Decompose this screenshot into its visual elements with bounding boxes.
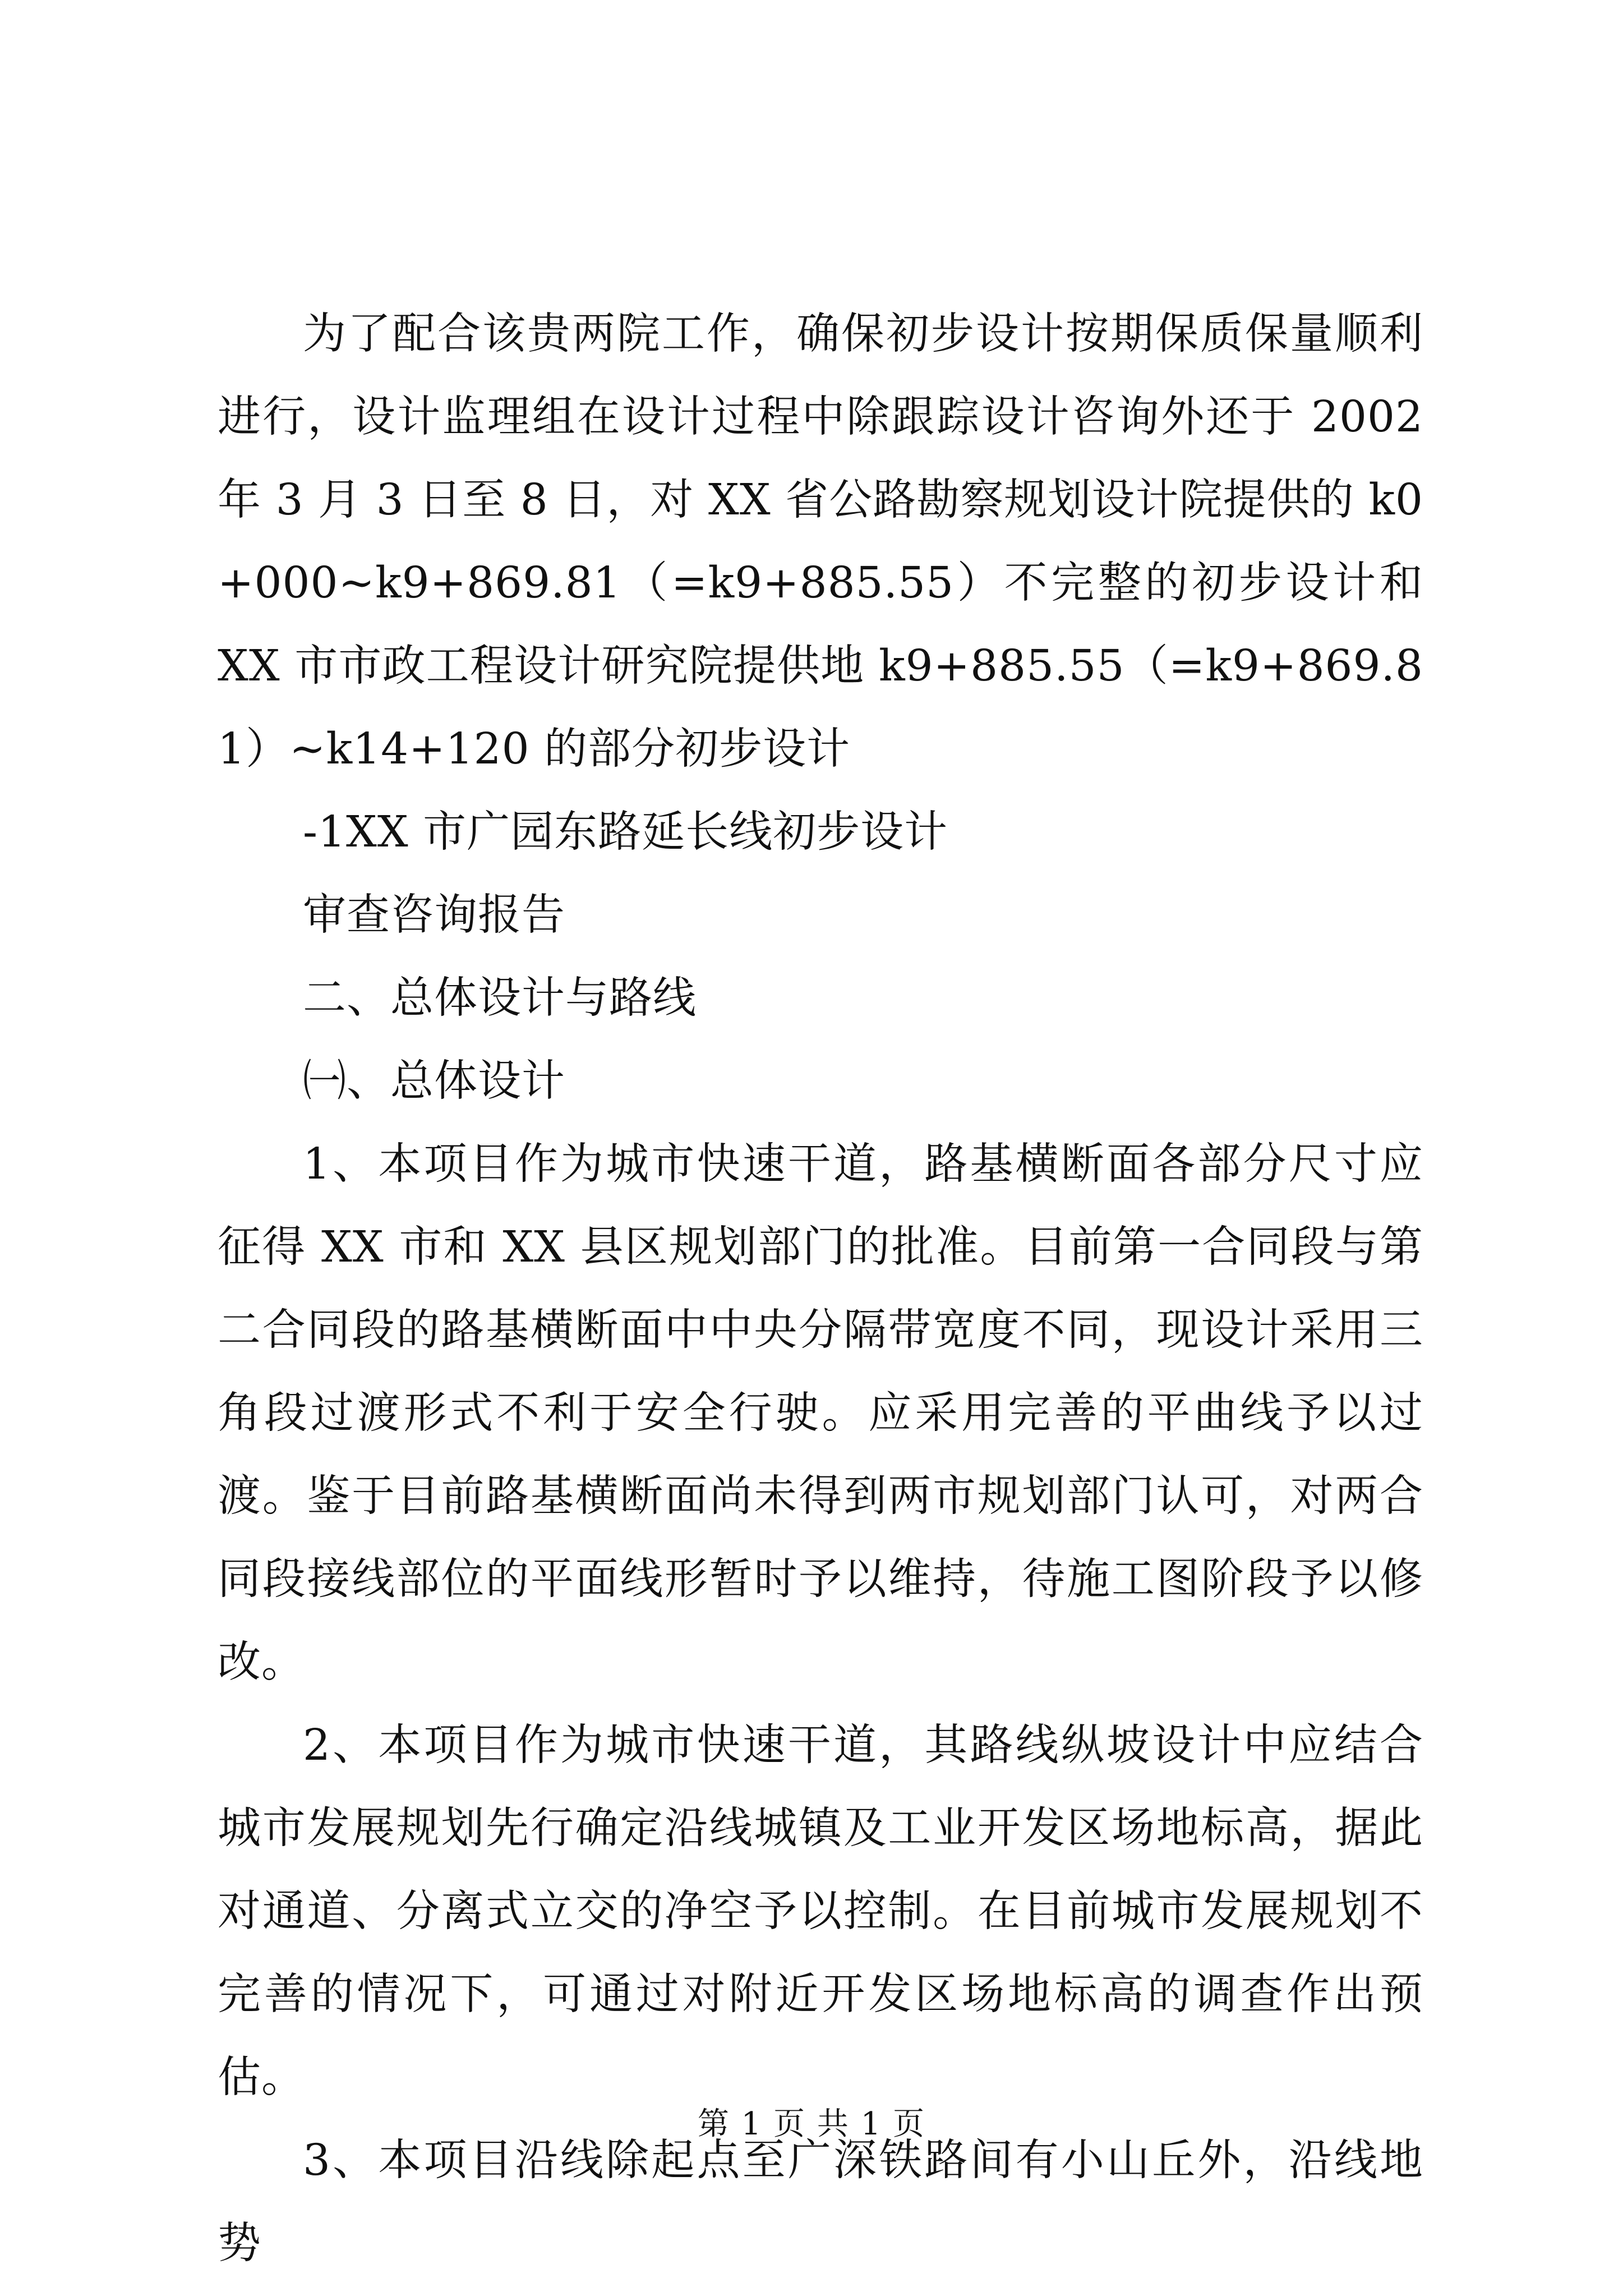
document-body	[218, 293, 1423, 2285]
intro-paragraph: 为了配合该贵两院工作，确保初步设计按期保质保量顺利进行，设计监理组在设计过程中除跟踪设计咨询外还于 2002 年 3 月 3 日至 8 日，对 XX 省公路勘察规划设计院提供的 k0+000~k9+869.81（=k9+885.55）不完整的初步设计和 XX 市市政工程设计研究院提供地 k9+885.55（=k9+869.81）~k14+120 的部分初步设计	[218, 309, 1423, 774]
report-title-line: -1XX 市广园东路延长线初步设计	[303, 807, 948, 857]
item-paragraph-1: 1、本项目作为城市快速干道，路基横断面各部分尺寸应征得 XX 市和 XX 县区规划部门的批准。目前第一合同段与第二合同段的路基横断面中中央分隔带宽度不同，现设计采用三角段过渡形式不利于安全行驶。应采用完善的平曲线予以过渡。鉴于目前路基横断面尚未得到两市规划部门认可，对两合同段接线部位的平面线形暂时予以维持，待施工图阶段予以修改。	[218, 1139, 1423, 1687]
report-subtitle-line: 审查咨询报告	[303, 890, 565, 940]
item-paragraph-2: 2、本项目作为城市快速干道，其路线纵坡设计中应结合城市发展规划先行确定沿线城镇及工业开发区场地标高，据此对通道、分离式立交的净空予以控制。在目前城市发展规划不完善的情况下，可通过对附近开发区场地标高的调查作出预估。	[218, 1720, 1423, 2102]
item-paragraph-3: 3、本项目沿线除起点至广深铁路间有小山丘外，沿线地势	[218, 2136, 1423, 2269]
section-heading: 二、总体设计与路线	[303, 973, 697, 1023]
subsection-heading: ㈠、总体设计	[303, 1056, 565, 1106]
page-footer: 第 1 页 共 1 页	[697, 2106, 926, 2142]
